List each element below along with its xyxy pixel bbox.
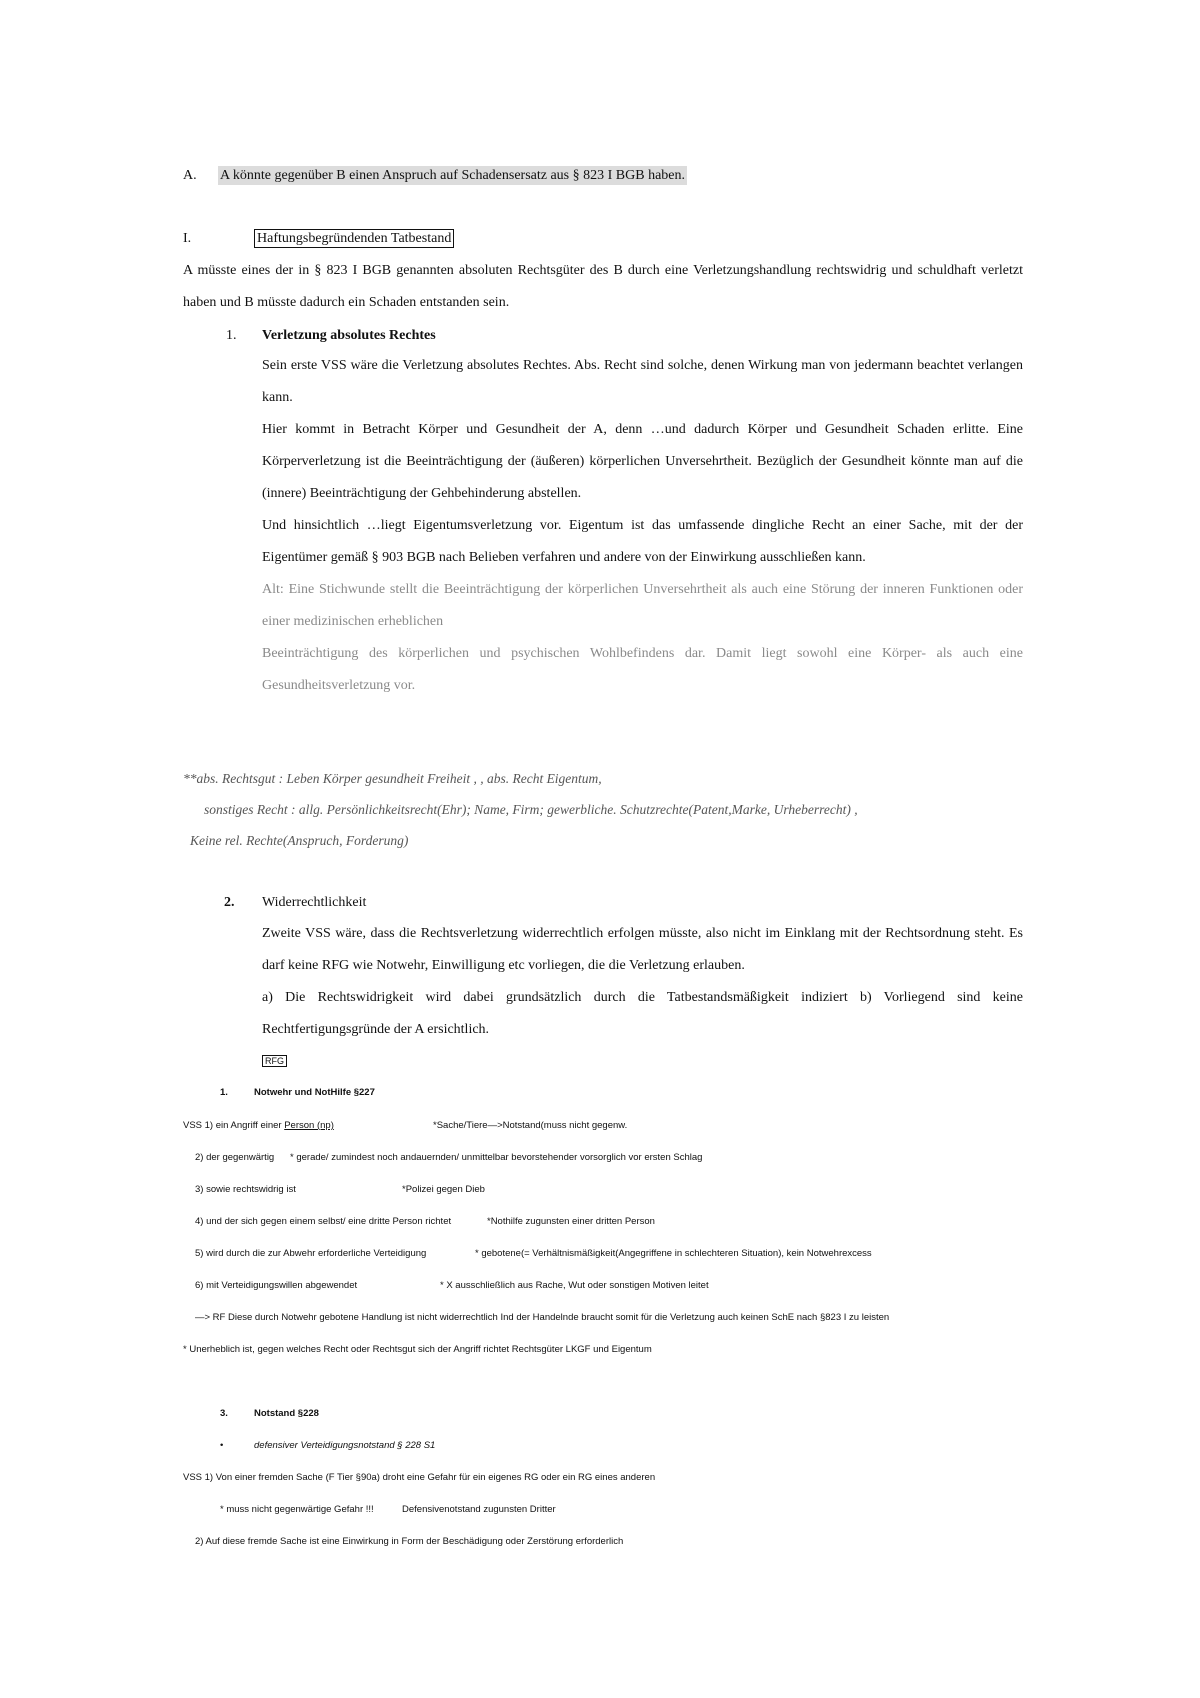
- section2-paragraph-1: Zweite VSS wäre, dass die Rechtsverletzung widerrechtlich erfolgen müsste, also nicht im Einklang mit der Rechtsordnung steht. Es darf keine RFG wie Notwehr, Einwilligung etc vorliegen, die die Verletzung erlauben.: [262, 926, 1023, 973]
- section2-marker: 2.: [224, 895, 235, 910]
- section1-title: Verletzung absolutes Rechtes: [262, 328, 436, 343]
- line3-a: 3) sowie rechtswidrig ist: [195, 1184, 296, 1195]
- small-section1-title: Notwehr und NotHilfe §227: [254, 1087, 375, 1098]
- note-line-1: **abs. Rechtsgut : Leben Körper gesundheit Freiheit , , abs. Recht Eigentum,: [183, 771, 602, 786]
- heading-a-marker: A.: [183, 168, 197, 183]
- section1-alt-text-1: Alt: Eine Stichwunde stellt die Beeinträchtigung der körperlichen Unversehrtheit als auch eine Störung der inneren Funktionen oder einer medizinischen erheblichen: [262, 582, 1023, 629]
- vss1-line: [183, 1120, 334, 1132]
- heading-i-marker: I.: [183, 231, 192, 246]
- vss1-text-a: VSS 1) ein Angriff einer: [183, 1120, 285, 1131]
- heading-i-text: Haftungsbegründenden Tatbestand: [254, 229, 454, 248]
- section1-paragraph-3: Und hinsichtlich …liegt Eigentumsverletzung vor. Eigentum ist das umfassende dingliche Recht an einer Sache, mit der der Eigentümer gemäß § 903 BGB nach Belieben verfahren und andere von der Einwirkung ausschließen kann.: [262, 518, 1023, 565]
- section1-alt-text-2: Beeinträchtigung des körperlichen und psychischen Wohlbefindens dar. Damit liegt sowohl eine Körper- als auch eine Gesundheitsverletzung vor.: [262, 646, 1023, 693]
- line10: 2) Auf diese fremde Sache ist eine Einwirkung in Form der Beschädigung oder Zerstörung erforderlich: [195, 1536, 624, 1547]
- bullet-icon: •: [220, 1440, 224, 1451]
- rfg-label: RFG: [262, 1055, 287, 1067]
- intro-paragraph: A müsste eines der in § 823 I BGB genannten absoluten Rechtsgüter des B durch eine Verletzungshandlung rechtswidrig und schuldhaft verletzt haben und B müsste dadurch ein Schaden entstanden sein.: [183, 263, 1023, 310]
- line6-a: 6) mit Verteidigungswillen abgewendet: [195, 1280, 358, 1291]
- line3-b: *Polizei gegen Dieb: [402, 1184, 485, 1195]
- section1-paragraph-2: Hier kommt in Betracht Körper und Gesundheit der A, denn …und dadurch Körper und Gesundheit Schaden erlitte. Eine Körperverletzung ist die Beeinträchtigung der (äußeren) körperlichen Unversehrtheit. Bezüglich der Gesundheit könnte man auf die (innere) Beeinträchtigung der Gehbehinderung abstellen.: [262, 422, 1023, 501]
- small-section3-title: Notstand §228: [254, 1408, 319, 1419]
- small-section3-marker: 3.: [220, 1408, 228, 1419]
- rfg-box: [262, 1055, 287, 1068]
- vss3-line: VSS 1) Von einer fremden Sache (F Tier §90a) droht eine Gefahr für ein eigenes RG oder ein RG eines anderen: [183, 1472, 656, 1483]
- section2-title: Widerrechtlichkeit: [262, 895, 367, 910]
- heading-a: [218, 167, 687, 185]
- section1-marker: 1.: [226, 328, 237, 343]
- line9-b: Defensivenotstand zugunsten Dritter: [402, 1504, 556, 1515]
- line4-a: 4) und der sich gegen einem selbst/ eine dritte Person richtet: [195, 1216, 452, 1227]
- heading-a-text: A könnte gegenüber B einen Anspruch auf Schadensersatz aus § 823 I BGB haben.: [220, 168, 685, 183]
- small-section3-sub: defensiver Verteidigungsnotstand § 228 S1: [254, 1440, 436, 1451]
- line5-a: 5) wird durch die zur Abwehr erforderliche Verteidigung: [195, 1248, 427, 1259]
- section1-paragraph-1: Sein erste VSS wäre die Verletzung absolutes Rechtes. Abs. Recht sind solche, denen Wirkung man von jedermann beachtet verlangen kann.: [262, 358, 1023, 405]
- line8: * Unerheblich ist, gegen welches Recht oder Rechtsgut sich der Angriff richtet Rechtsgüter LKGF und Eigentum: [183, 1344, 652, 1355]
- small-section1-marker: 1.: [220, 1087, 228, 1098]
- heading-i: [254, 230, 454, 248]
- line7: —> RF Diese durch Notwehr gebotene Handlung ist nicht widerrechtlich Ind der Handelnde braucht somit für die Verletzung auch keinen SchE nach §823 I zu leisten: [195, 1312, 890, 1323]
- line4-b: *Nothilfe zugunsten einer dritten Person: [487, 1216, 655, 1227]
- line6-b: * X ausschließlich aus Rache, Wut oder sonstigen Motiven leitet: [440, 1280, 709, 1291]
- note-line-3: Keine rel. Rechte(Anspruch, Forderung): [190, 833, 409, 848]
- line2-b: * gerade/ zumindest noch andauernden/ unmittelbar bevorstehender vorsorglich vor ersten Schlag: [290, 1152, 703, 1163]
- line2-a: 2) der gegenwärtig: [195, 1152, 275, 1163]
- vss1-text-b: Person (np): [284, 1120, 334, 1131]
- note-line-2: sonstiges Recht : allg. Persönlichkeitsrecht(Ehr); Name, Firm; gewerbliche. Schutzrechte(Patent,Marke, Urheberrecht) ,: [204, 802, 858, 817]
- line5-b: * gebotene(= Verhältnismäßigkeit(Angegriffene in schlechteren Situation), kein Notwehrexcess: [475, 1248, 872, 1259]
- line9-a: * muss nicht gegenwärtige Gefahr !!!: [220, 1504, 374, 1515]
- vss1-note: *Sache/Tiere—>Notstand(muss nicht gegenw.: [433, 1120, 628, 1131]
- section2-paragraph-2: a) Die Rechtswidrigkeit wird dabei grundsätzlich durch die Tatbestandsmäßigkeit indiziert b) Vorliegend sind keine Rechtfertigungsgründe der A ersichtlich.: [262, 990, 1023, 1037]
